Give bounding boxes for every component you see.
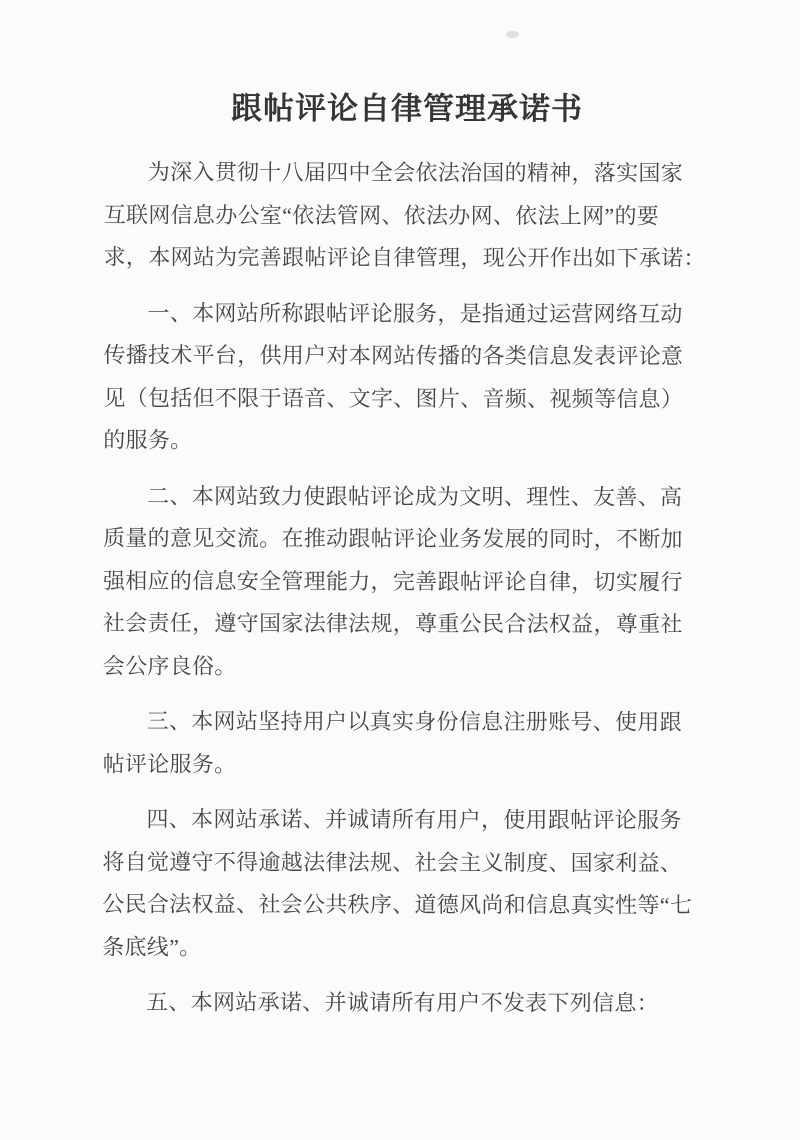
paragraph-intro: 为深入贯彻十八届四中全会依法治国的精神，落实国家 互联网信息办公室“依法管网、依法办网、依法上网”的要 求，本网站为完善跟帖评论自律管理，现公开作出如下承诺：	[103, 159, 706, 271]
paragraph-item-1: 一、本网站所称跟帖评论服务，是指通过运营网络互动 传播技术平台，供用户对本网站传播的各类信息发表评论意 见（包括但不限于语音、文字、图片、音频、视频等信息） 的服务。	[103, 299, 684, 453]
scan-speck-artifact	[506, 31, 519, 38]
document-title: 跟帖评论自律管理承诺书	[230, 90, 583, 127]
paragraph-item-2: 二、本网站致力使跟帖评论成为文明、理性、友善、高 质量的意见交流。在推动跟帖评论业务发展的同时，不断加 强相应的信息安全管理能力，完善跟帖评论自律，切实履行 社会责任，遵守国家法律法规，尊重公民合法权益，尊重社 会公序良俗。	[102, 482, 683, 679]
paragraph-item-3: 三、本网站坚持用户以真实身份信息注册账号、使用跟 帖评论服务。	[102, 708, 682, 777]
paragraph-item-5: 五、本网站承诺、并诚请所有用户不发表下列信息：	[146, 989, 660, 1016]
document-content	[102, 89, 710, 1025]
paragraph-item-4: 四、本网站承诺、并诚请所有用户，使用跟帖评论服务 将自觉遵守不得逾越法律法规、社会主义制度、国家利益、 公民合法权益、社会公共秩序、道德风尚和信息真实性等“七 条底线”。	[102, 806, 693, 960]
